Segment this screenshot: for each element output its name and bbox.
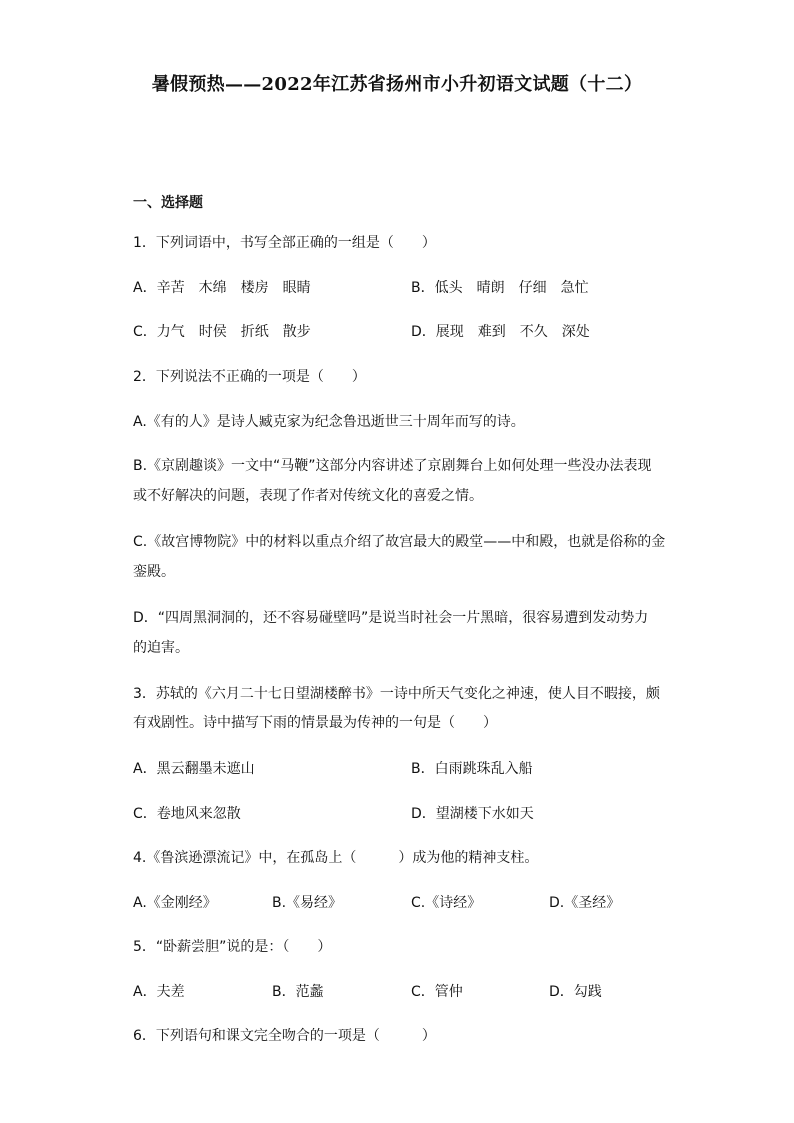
page-title: 暑假预热——2022年江苏省扬州市小升初语文试题（十二）	[151, 74, 643, 95]
question-1-stem: 1．下列词语中，书写全部正确的一组是（ ）	[133, 235, 436, 251]
question-2-option-c-continued: 銮殿。	[133, 564, 175, 580]
question-5-option-b: B．范蠡	[272, 984, 324, 1000]
question-5-stem: 5．“卧薪尝胆”说的是：（ ）	[133, 939, 332, 955]
question-2-option-b: B.《京剧趣谈》一文中“马鞭”这部分内容讲述了京剧舞台上如何处理一些没办法表现	[133, 458, 652, 474]
question-1-option-a: A．辛苦 木绵 楼房 眼睛	[133, 280, 311, 296]
question-3-option-c: C．卷地风来忽散	[133, 806, 241, 822]
question-1-option-d: D．展现 难到 不久 深处	[411, 324, 590, 340]
section-heading: 一、选择题	[133, 195, 203, 211]
question-3-option-b: B．白雨跳珠乱入船	[411, 761, 533, 777]
question-6-stem: 6．下列语句和课文完全吻合的一项是（ ）	[133, 1028, 436, 1044]
question-3-stem: 3．苏轼的《六月二十七日望湖楼醉书》一诗中所天气变化之神速，使人目不暇接，颇	[133, 686, 660, 702]
question-4-option-a: A.《金刚经》	[133, 895, 217, 911]
question-5-option-d: D．勾践	[549, 984, 602, 1000]
question-2-option-d-continued: 的迫害。	[133, 640, 189, 656]
question-5-option-c: C．管仲	[411, 984, 463, 1000]
question-4-option-d: D.《圣经》	[549, 895, 621, 911]
question-4-stem: 4.《鲁滨逊漂流记》中，在孤岛上（ ）成为他的精神支柱。	[133, 850, 539, 866]
question-2-option-d: D．“四周黑洞洞的，还不容易碰壁吗”是说当时社会一片黑暗，很容易遭到发动势力	[133, 610, 649, 626]
question-4-option-c: C.《诗经》	[411, 895, 482, 911]
question-3-stem-continued: 有戏剧性。诗中描写下雨的情景最为传神的一句是（ ）	[133, 715, 497, 731]
question-1-option-c: C．力气 时侯 折纸 散步	[133, 324, 311, 340]
question-1-option-b: B．低头 晴朗 仔细 急忙	[411, 280, 589, 296]
question-5-option-a: A．夫差	[133, 984, 185, 1000]
question-3-option-d: D．望湖楼下水如天	[411, 806, 534, 822]
question-4-option-b: B.《易经》	[272, 895, 343, 911]
question-3-option-a: A．黑云翻墨未遮山	[133, 761, 255, 777]
question-2-stem: 2．下列说法不正确的一项是（ ）	[133, 369, 366, 385]
question-2-option-b-continued: 或不好解决的问题，表现了作者对传统文化的喜爱之情。	[133, 488, 483, 504]
question-2-option-c: C.《故宫博物院》中的材料以重点介绍了故宫最大的殿堂——中和殿，也就是俗称的金	[133, 534, 666, 550]
question-2-option-a: A.《有的人》是诗人臧克家为纪念鲁迅逝世三十周年而写的诗。	[133, 414, 525, 430]
